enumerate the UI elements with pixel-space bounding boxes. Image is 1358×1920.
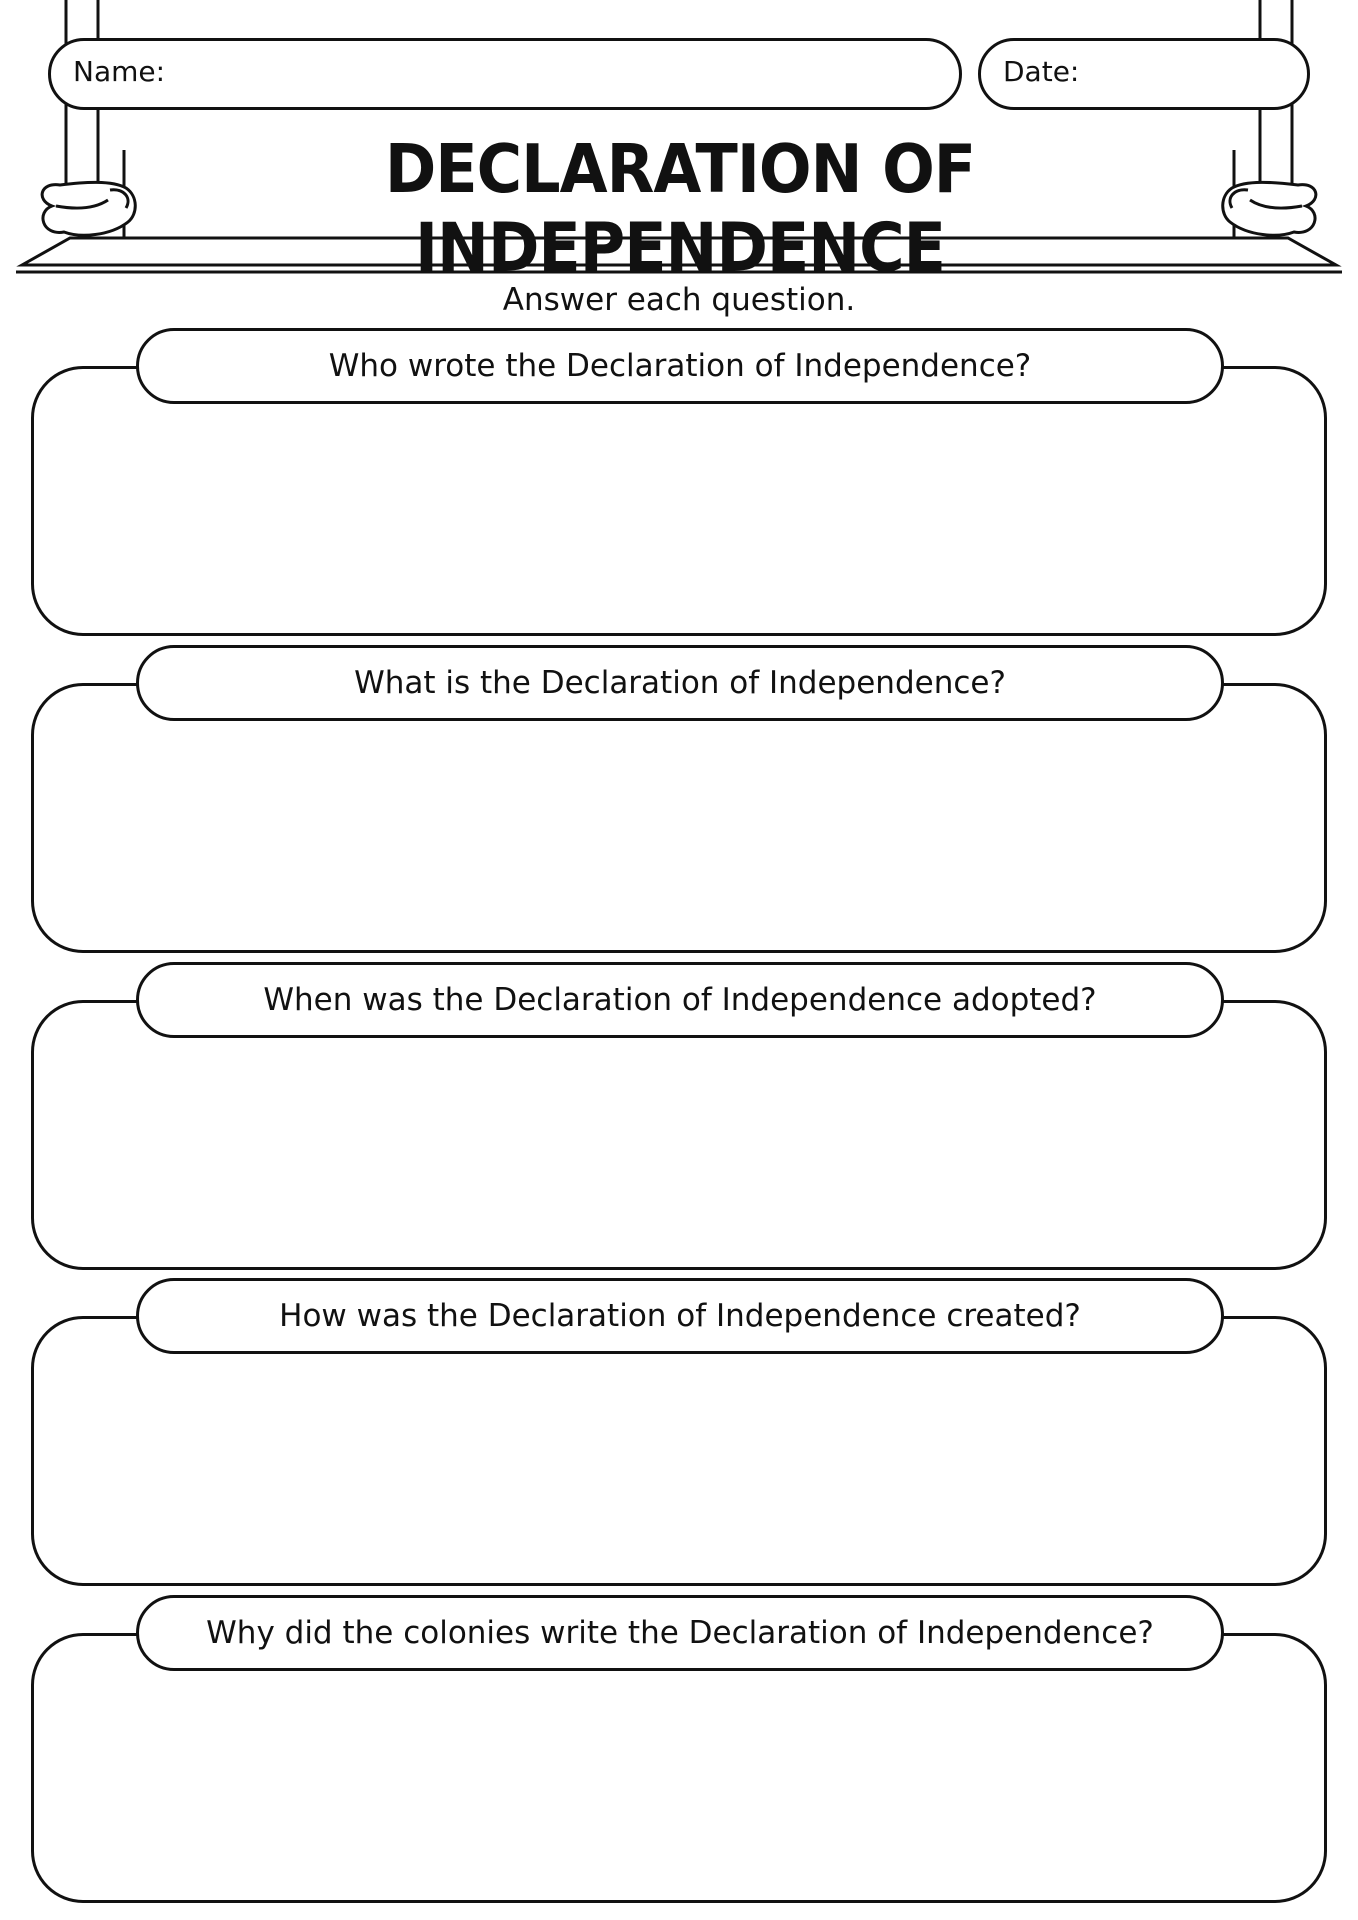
question-block-3	[0, 962, 1358, 1282]
answer-box[interactable]	[31, 1316, 1327, 1586]
question-label-pill	[136, 1278, 1224, 1354]
question-label-pill	[136, 328, 1224, 404]
question-text: When was the Declaration of Independence adopted?	[263, 982, 1097, 1018]
name-label: Name:	[73, 55, 166, 88]
name-field[interactable]	[48, 38, 962, 110]
question-block-1	[0, 328, 1358, 648]
instruction-text: Answer each question.	[502, 282, 856, 318]
worksheet-title: DECLARATION OF INDEPENDENCE	[384, 129, 976, 287]
date-label: Date:	[1003, 55, 1080, 88]
question-label-pill	[136, 645, 1224, 721]
date-field[interactable]	[978, 38, 1310, 110]
question-text: Who wrote the Declaration of Independence?	[328, 348, 1032, 384]
answer-box[interactable]	[31, 366, 1327, 636]
question-block-2	[0, 645, 1358, 965]
question-text: How was the Declaration of Independence created?	[279, 1298, 1081, 1334]
question-block-5	[0, 1595, 1358, 1915]
question-label-pill	[136, 962, 1224, 1038]
right-hand-icon	[1223, 182, 1316, 235]
question-text: Why did the colonies write the Declaration of Independence?	[206, 1615, 1154, 1651]
answer-box[interactable]	[31, 1000, 1327, 1270]
answer-box[interactable]	[31, 683, 1327, 953]
answer-box[interactable]	[31, 1633, 1327, 1903]
question-label-pill	[136, 1595, 1224, 1671]
question-block-4	[0, 1278, 1358, 1598]
left-hand-icon	[42, 182, 135, 235]
question-text: What is the Declaration of Independence?	[354, 665, 1006, 701]
